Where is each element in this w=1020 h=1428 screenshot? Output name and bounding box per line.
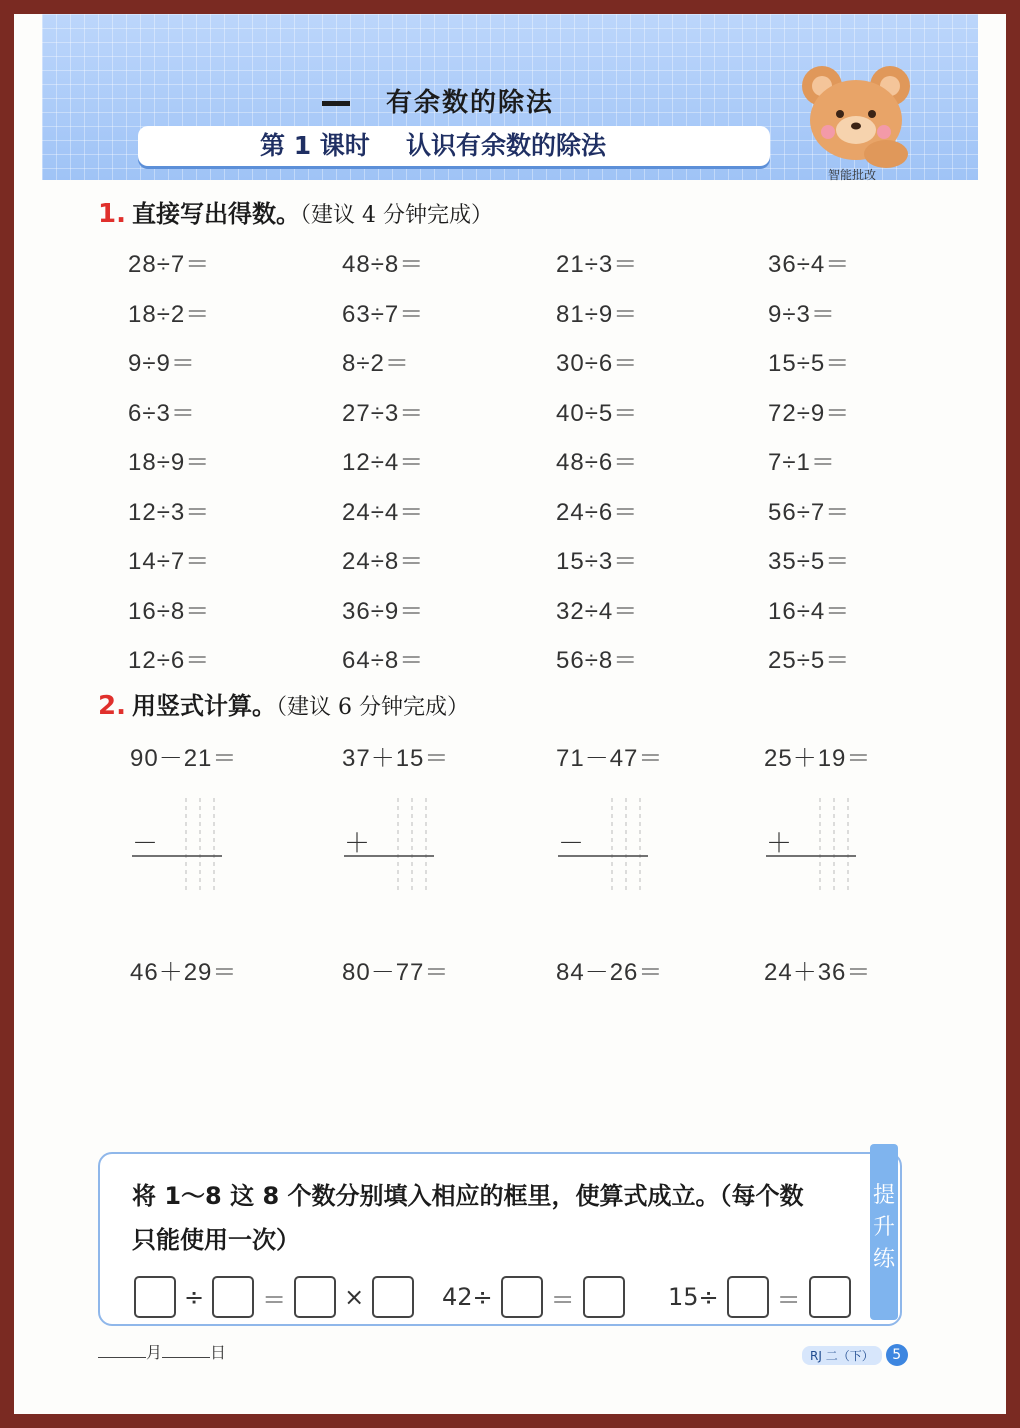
q1-item: 12÷4＝ — [342, 449, 425, 476]
month-label: 月 — [146, 1343, 163, 1362]
answer-box[interactable] — [809, 1276, 851, 1318]
unit-title-text: 有余数的除法 — [386, 88, 555, 118]
q1-item: 56÷7＝ — [768, 498, 851, 526]
vertical-calc-area[interactable] — [764, 794, 874, 904]
lesson-bar — [138, 126, 770, 166]
q1-item: 72÷9＝ — [768, 399, 851, 427]
q1-item: 48÷6＝ — [556, 449, 639, 476]
q1-item: 14÷7＝ — [128, 548, 211, 575]
equation-2-prefix: 42÷ — [442, 1283, 493, 1311]
q2-expression: 80－77＝ — [342, 959, 450, 986]
month-blank[interactable] — [98, 1357, 146, 1358]
q1-item: 64÷8＝ — [342, 647, 425, 674]
vertical-calc-area[interactable] — [130, 794, 240, 904]
operator-sign: ＋ — [344, 828, 371, 858]
question-1-title: 直接写出得数。 — [131, 200, 300, 228]
question-2-title: 用竖式计算。 — [131, 692, 276, 720]
equals-sign: ＝ — [776, 1285, 801, 1314]
q1-item: 30÷6＝ — [556, 350, 639, 377]
answer-box[interactable] — [727, 1276, 769, 1318]
vertical-calc-area[interactable] — [556, 794, 666, 904]
q1-item: 18÷2＝ — [128, 300, 211, 328]
q1-item: 48÷8＝ — [342, 251, 425, 278]
question-1-heading — [98, 194, 493, 229]
q1-item: 24÷4＝ — [342, 498, 425, 526]
q2-expression: 84－26＝ — [556, 959, 664, 986]
lesson-number: 第 1 课时 — [260, 131, 370, 160]
q1-item: 63÷7＝ — [342, 300, 425, 328]
equals-sign: ＝ — [550, 1285, 575, 1314]
operator-sign: ＋ — [766, 828, 793, 858]
question-2-hint: （建议 6 分钟完成） — [275, 695, 469, 720]
q1-item: 36÷9＝ — [342, 597, 425, 625]
operator-sign: － — [558, 828, 585, 858]
advanced-practice-tab: 提升练 — [870, 1144, 898, 1320]
bonus-line-2: 只能使用一次） — [132, 1226, 300, 1254]
q1-item: 25÷5＝ — [768, 647, 851, 674]
q2-expression: 71－47＝ — [556, 745, 664, 772]
question-2-number: 2. — [98, 691, 126, 721]
equation-1 — [130, 1276, 418, 1318]
bonus-instructions — [132, 1174, 872, 1262]
q1-item: 24÷8＝ — [342, 548, 425, 575]
question-1-hint: （建议 4 分钟完成） — [299, 203, 493, 228]
unit-number-dash — [322, 101, 350, 106]
q1-item: 21÷3＝ — [556, 251, 639, 278]
q1-item: 9÷9＝ — [128, 350, 196, 377]
q2-expression: 46＋29＝ — [130, 959, 238, 986]
answer-box[interactable] — [212, 1276, 254, 1318]
q1-item: 24÷6＝ — [556, 498, 639, 526]
q2-expression: 90－21＝ — [130, 745, 238, 772]
unit-title — [322, 82, 622, 122]
q1-item: 27÷3＝ — [342, 399, 425, 427]
equation-3 — [664, 1276, 855, 1318]
equals-sign: ＝ — [262, 1285, 287, 1314]
answer-box[interactable] — [294, 1276, 336, 1318]
bonus-challenge-box — [98, 1152, 902, 1326]
lesson-title: 认识有余数的除法 — [406, 131, 607, 160]
operator-sign: － — [132, 828, 159, 858]
q2-expression: 25＋19＝ — [764, 745, 872, 772]
q1-item: 15÷5＝ — [768, 350, 851, 377]
q2-expression: 37＋15＝ — [342, 745, 450, 772]
edition-label: RJ 二（下） — [802, 1346, 882, 1365]
date-field — [98, 1340, 226, 1363]
q1-item: 7÷1＝ — [768, 449, 836, 476]
worksheet-page — [14, 14, 1006, 1414]
q1-item: 56÷8＝ — [556, 647, 639, 674]
q1-item: 35÷5＝ — [768, 548, 851, 575]
smart-grading-label: 智能批改 — [828, 168, 877, 182]
day-label: 日 — [210, 1343, 227, 1362]
bonus-line-1: 将 1～8 这 8 个数分别填入相应的框里，使算式成立。（每个数 — [132, 1182, 804, 1210]
header-banner — [42, 14, 978, 180]
q1-item: 6÷3＝ — [128, 399, 196, 427]
q1-item: 32÷4＝ — [556, 597, 639, 625]
equation-2 — [438, 1276, 629, 1318]
page-badge — [802, 1344, 908, 1366]
q1-item: 16÷4＝ — [768, 597, 851, 625]
answer-box[interactable] — [501, 1276, 543, 1318]
day-blank[interactable] — [162, 1357, 210, 1358]
q1-item: 16÷8＝ — [128, 597, 211, 625]
q1-item: 12÷3＝ — [128, 498, 211, 526]
question-1-number: 1. — [98, 199, 126, 229]
page-number: 5 — [886, 1344, 908, 1366]
q1-item: 28÷7＝ — [128, 251, 211, 278]
q1-item: 15÷3＝ — [556, 548, 639, 575]
answer-box[interactable] — [583, 1276, 625, 1318]
q1-item: 36÷4＝ — [768, 251, 851, 278]
q1-item: 40÷5＝ — [556, 399, 639, 427]
teddy-bear-icon — [794, 60, 918, 170]
answer-box[interactable] — [134, 1276, 176, 1318]
equation-3-prefix: 15÷ — [668, 1283, 719, 1311]
vertical-calc-area[interactable] — [342, 794, 452, 904]
q1-item: 9÷3＝ — [768, 300, 836, 328]
q1-item: 18÷9＝ — [128, 449, 211, 476]
q1-item: 8÷2＝ — [342, 350, 410, 377]
multiply-sign: × — [344, 1283, 365, 1311]
divide-sign: ÷ — [184, 1283, 205, 1311]
q2-expression: 24＋36＝ — [764, 959, 872, 986]
q1-item: 81÷9＝ — [556, 300, 639, 328]
q1-item: 12÷6＝ — [128, 647, 211, 674]
question-2-heading — [98, 686, 469, 721]
answer-box[interactable] — [372, 1276, 414, 1318]
